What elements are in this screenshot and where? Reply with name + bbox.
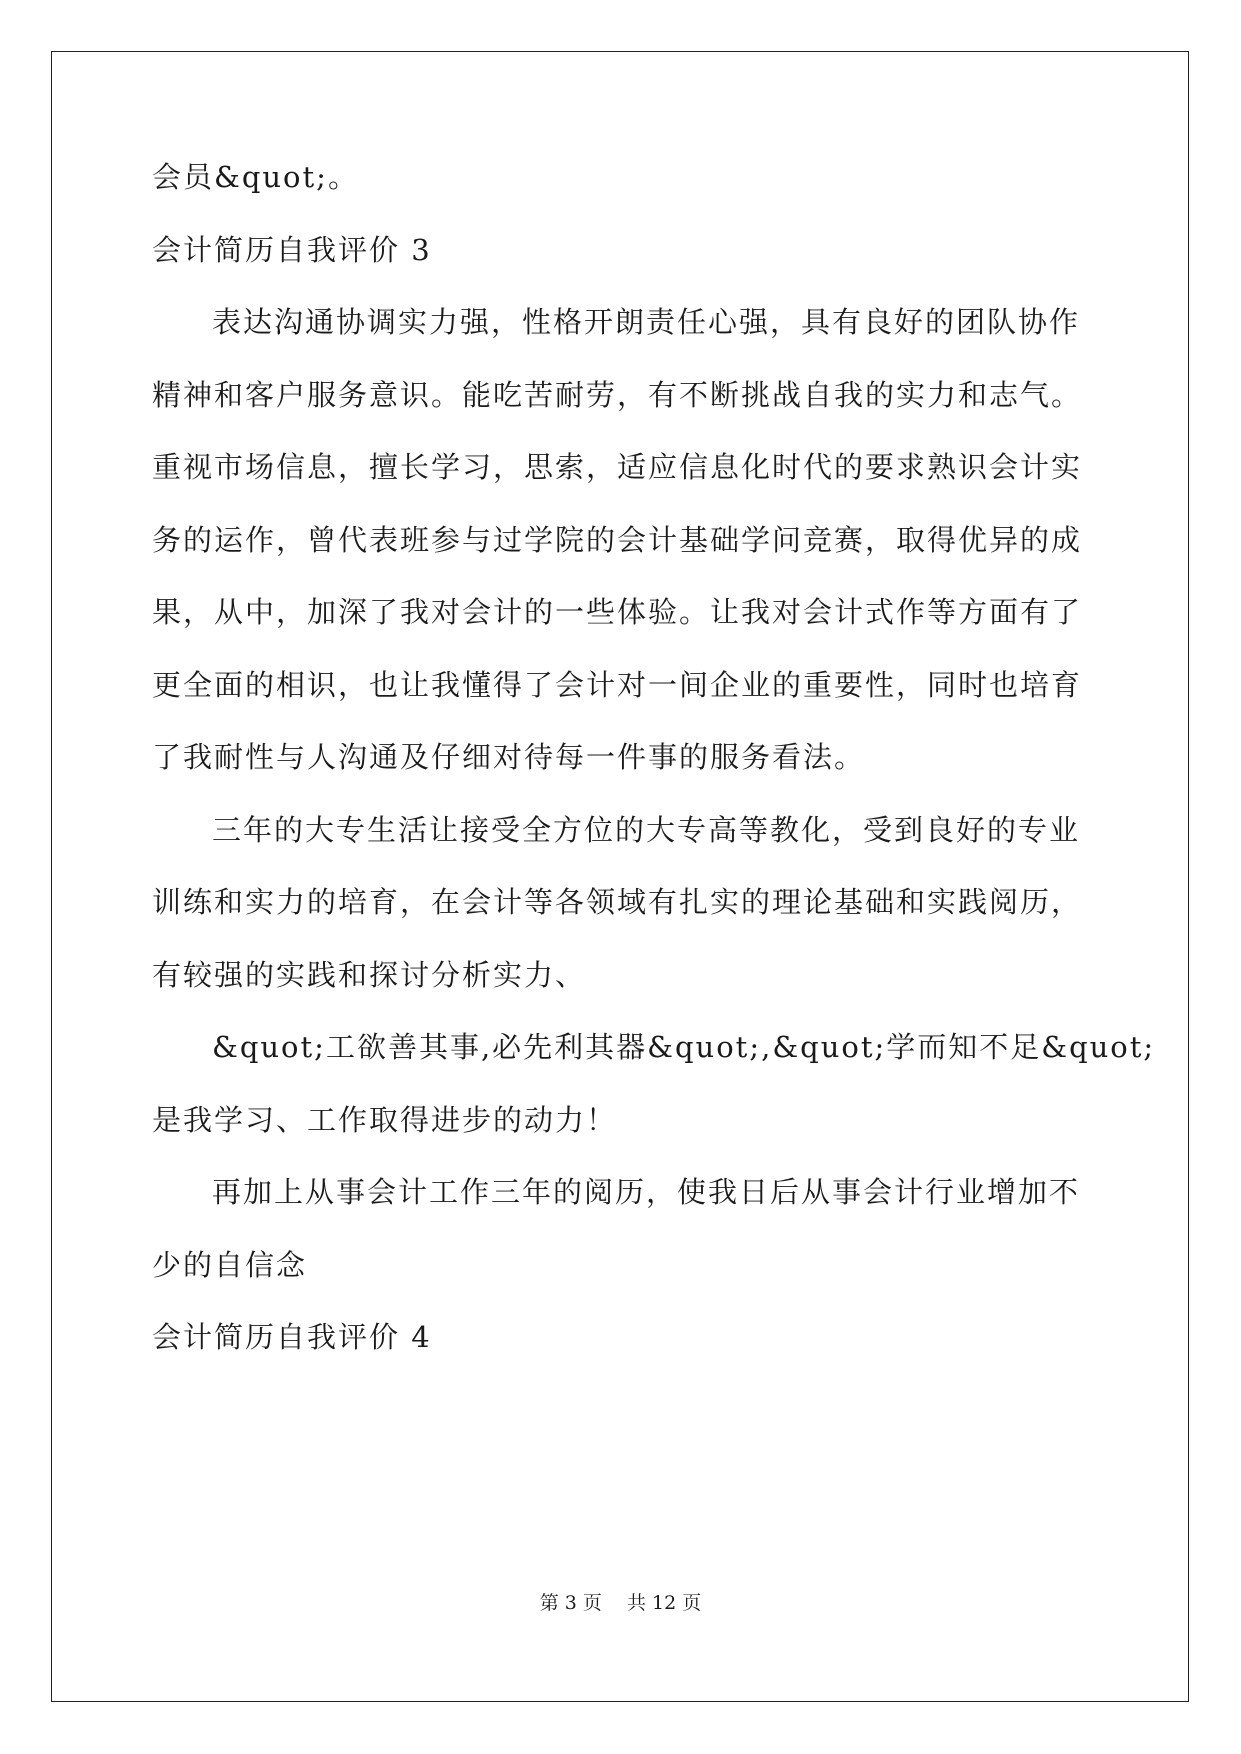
paragraph-line: 了我耐性与人沟通及仔细对待每一件事的服务看法。 [152,740,866,774]
paragraph-line: 更全面的相识，也让我懂得了会计对一间企业的重要性，同时也培育 [152,668,1083,702]
paragraph-line: 三年的大专生活让接受全方位的大专高等教化，受到良好的专业 [212,813,1081,847]
page-number-footer: 第 3 页 共 12 页 [539,1592,702,1614]
paragraph-line: 果，从中，加深了我对会计的一些体验。让我对会计式作等方面有了 [152,595,1083,629]
page-border [51,51,1189,1702]
paragraph-line: &quot;工欲善其事,必先利其器&quot;,&quot;学而知不足&quot; [212,1030,1156,1064]
paragraph-line: 少的自信念 [152,1248,308,1282]
paragraph-line: 是我学习、工作取得进步的动力！ [152,1103,618,1137]
paragraph-line: 有较强的实践和探讨分析实力、 [152,958,587,992]
paragraph-line: 务的运作，曾代表班参与过学院的会计基础学问竞赛，取得优异的成 [152,523,1083,557]
paragraph-line: 重视市场信息，擅长学习，思索，适应信息化时代的要求熟识会计实 [152,450,1083,484]
paragraph-line: 再加上从事会计工作三年的阅历，使我日后从事会计行业增加不 [212,1175,1081,1209]
paragraph-line: 表达沟通协调实力强，性格开朗责任心强，具有良好的团队协作 [212,305,1081,339]
section-heading-4: 会计简历自我评价 4 [152,1320,432,1354]
paragraph-line: 训练和实力的培育，在会计等各领域有扎实的理论基础和实践阅历， [152,885,1083,919]
paragraph-line: 精神和客户服务意识。能吃苦耐劳，有不断挑战自我的实力和志气。 [152,378,1083,412]
paragraph-line: 会员&quot;。 [152,160,359,194]
section-heading-3: 会计简历自我评价 3 [152,233,432,267]
